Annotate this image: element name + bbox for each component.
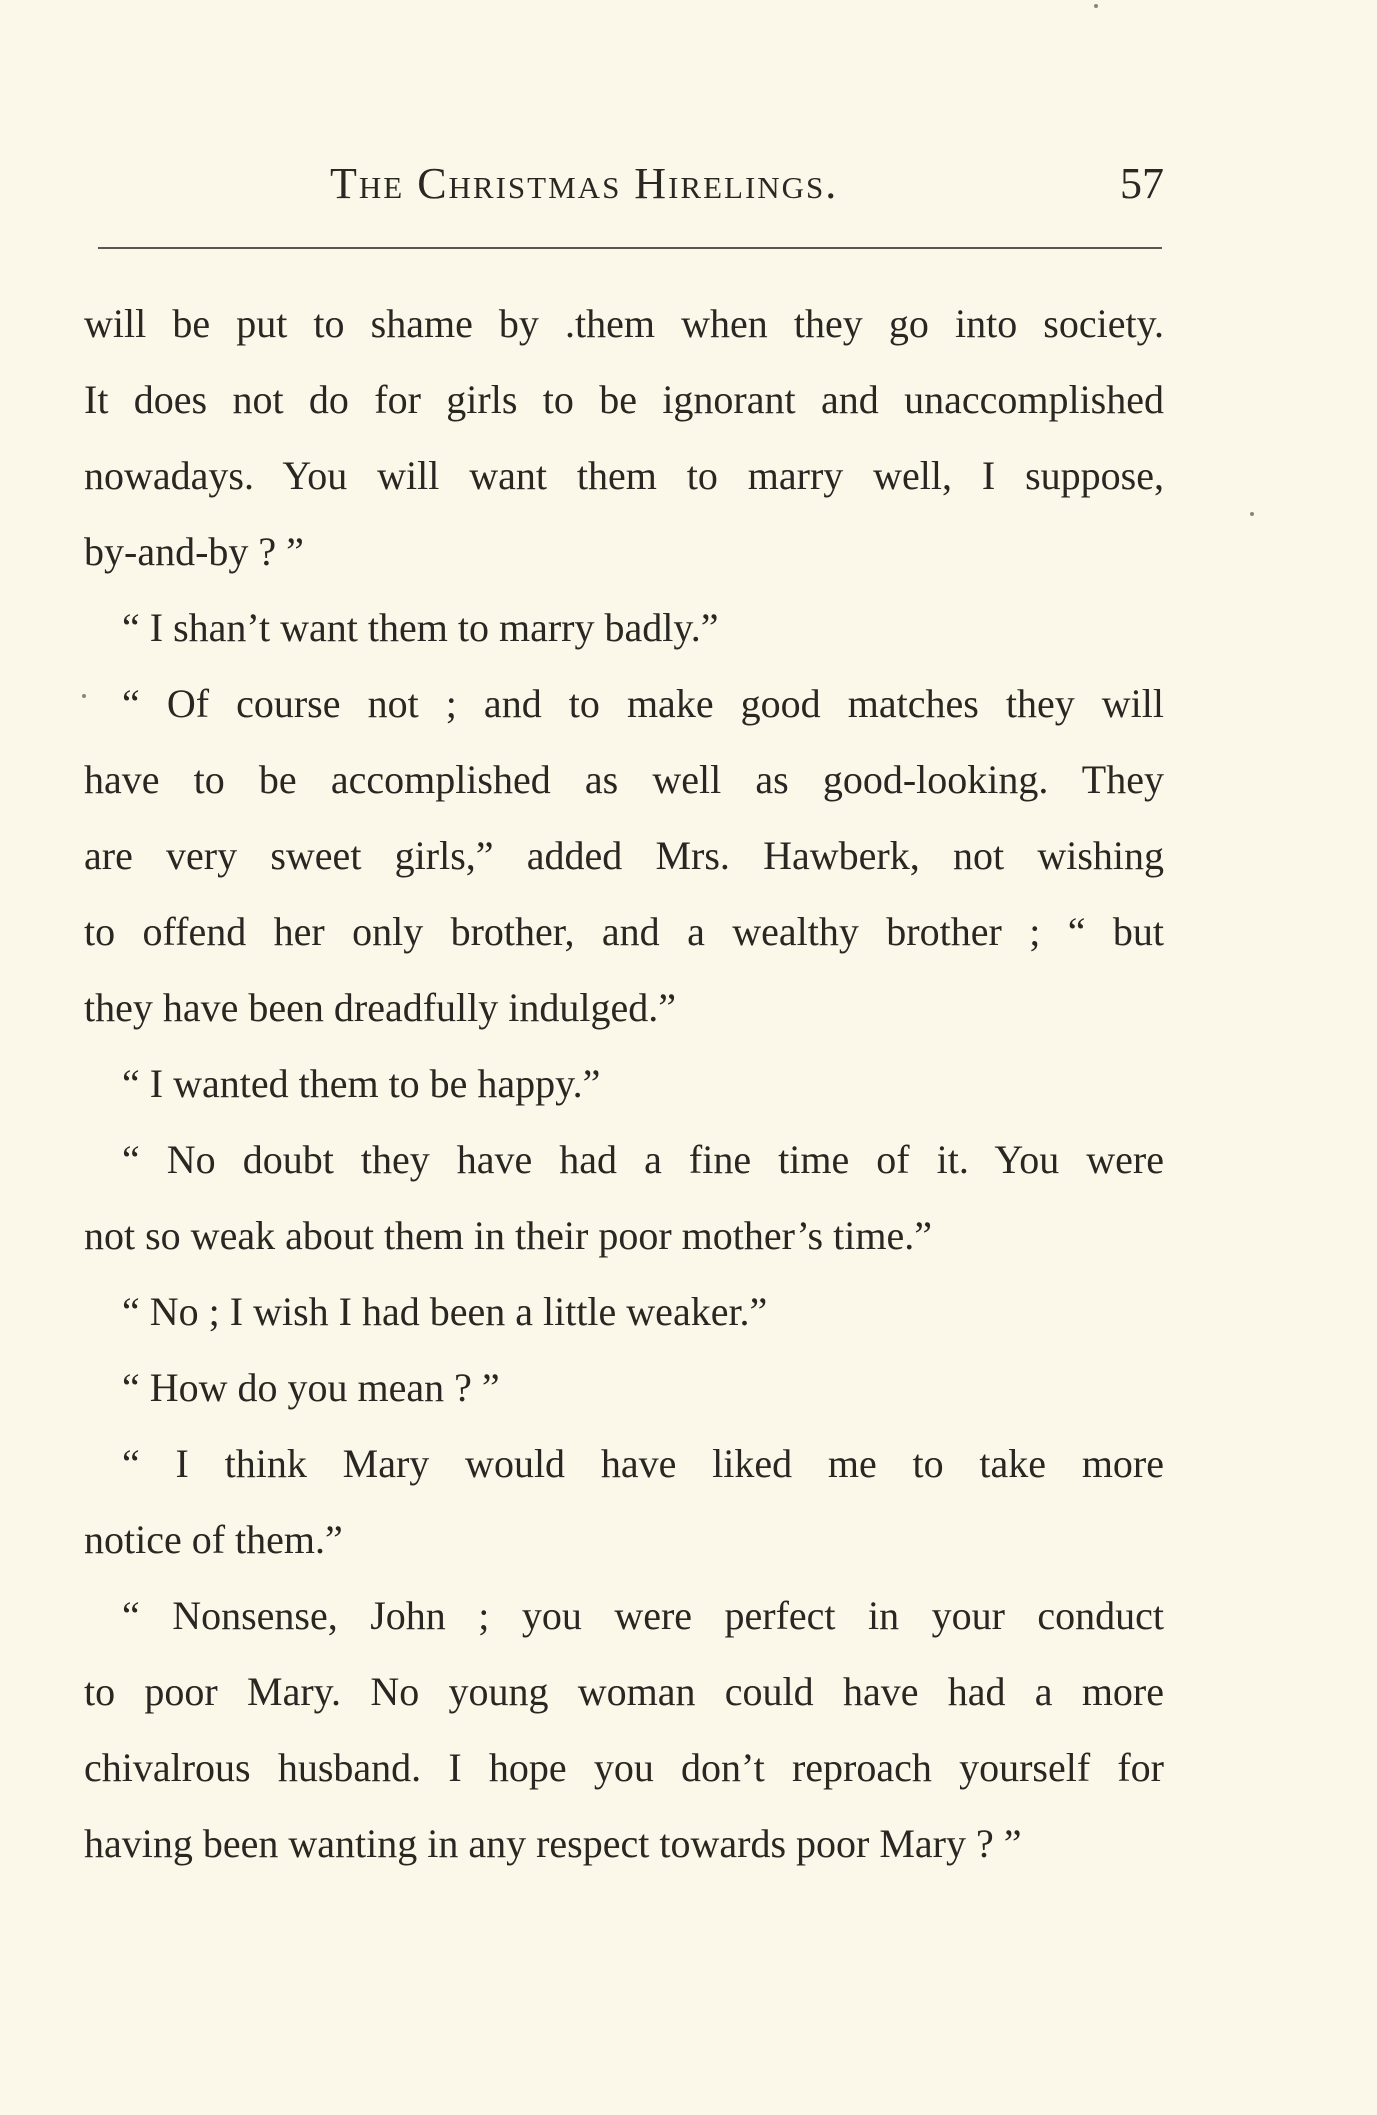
page-number: 57 bbox=[1120, 159, 1164, 208]
running-head bbox=[84, 150, 1164, 220]
text-line: are very sweet girls,” added Mrs. Hawberk, not wishing bbox=[84, 833, 1164, 878]
paper-speck bbox=[1250, 512, 1254, 516]
text-line: they have been dreadfully indulged.” bbox=[84, 985, 676, 1030]
text-line: “ Nonsense, John ; you were perfect in your conduct bbox=[122, 1593, 1164, 1638]
text-line: “ I wanted them to be happy.” bbox=[122, 1061, 601, 1106]
text-line: “ I think Mary would have liked me to take more bbox=[122, 1441, 1164, 1486]
text-line: notice of them.” bbox=[84, 1517, 343, 1562]
text-line: It does not do for girls to be ignorant and unaccomplished bbox=[84, 377, 1164, 422]
text-line: to poor Mary. No young woman could have had a more bbox=[84, 1669, 1164, 1714]
text-line: chivalrous husband. I hope you don’t reproach yourself for bbox=[84, 1745, 1164, 1790]
running-title: The Christmas Hirelings. bbox=[330, 159, 839, 208]
text-line: “ No doubt they have had a fine time of it. You were bbox=[122, 1137, 1164, 1182]
text-line: “ I shan’t want them to marry badly.” bbox=[122, 605, 719, 650]
header-rule bbox=[98, 247, 1162, 249]
text-line: not so weak about them in their poor mother’s time.” bbox=[84, 1213, 932, 1258]
text-line: by-and-by ? ” bbox=[84, 529, 304, 574]
text-line: “ Of course not ; and to make good matches they will bbox=[122, 681, 1164, 726]
text-line: have to be accomplished as well as good-looking. They bbox=[84, 757, 1164, 802]
text-line: to offend her only brother, and a wealthy brother ; “ but bbox=[84, 909, 1164, 954]
text-line: “ No ; I wish I had been a little weaker.” bbox=[122, 1289, 768, 1334]
text-line: will be put to shame by .them when they go into society. bbox=[84, 301, 1164, 346]
text-line: nowadays. You will want them to marry well, I suppose, bbox=[84, 453, 1164, 498]
paper-speck bbox=[1094, 4, 1098, 8]
body-text bbox=[84, 286, 1164, 1882]
text-line: “ How do you mean ? ” bbox=[122, 1365, 500, 1410]
paper-speck bbox=[82, 694, 86, 698]
text-line: having been wanting in any respect towards poor Mary ? ” bbox=[84, 1821, 1022, 1866]
